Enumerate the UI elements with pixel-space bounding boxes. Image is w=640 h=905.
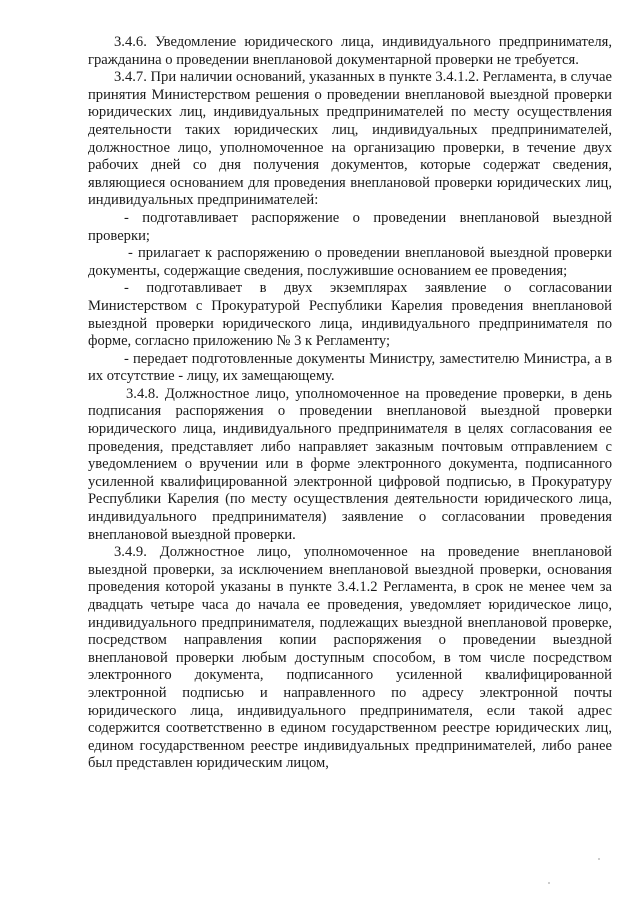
list-item-attach-documents: - прилагает к распоряжению о проведении внеплановой выездной проверки документы, содержащие сведения, послужившие основанием ее проведения;: [88, 245, 612, 279]
paragraph-3-4-6: 3.4.6. Уведомление юридического лица, индивидуального предпринимателя, гражданина о проведении внеплановой документарной проверки не требуется.: [88, 34, 612, 68]
paragraph-3-4-9: 3.4.9. Должностное лицо, уполномоченное на проведение внеплановой выездной проверки, за исключением внеплановой выездной проверки, основания проведения которой указаны в пункте 3.4.1.2 Регламента, в срок не менее чем за двадцать четыре часа до начала ее проведения, уведомляет юридическое лицо, индивидуального предпринимателя, подлежащих выездной внеплановой проверке, посредством направления копии распоряжения о проведении выездной внеплановой проверки любым доступным способом, в том числе посредством электронного документа, подписанного усиленной квалифицированной электронной подписью и направленного по адресу электронной почты юридического лица, индивидуального предпринимателя, если такой адрес содержится соответственно в едином государственном реестре юридических лиц, едином государственном реестре индивидуальных предпринимателей, либо ранее был представлен юридическим лицом,: [88, 544, 612, 772]
paragraph-3-4-8: 3.4.8. Должностное лицо, уполномоченное на проведение проверки, в день подписания распоряжения о проведении внеплановой выездной проверки юридического лица, индивидуального предпринимателя в целях согласования ее проведения, представляет либо направляет заказным почтовым отправлением с уведомлением о вручении или в форме электронного документа, подписанного усиленной квалифицированной электронной цифровой подписью, в Прокуратуру Республики Карелия (по месту осуществления деятельности юридического лица, индивидуального предпринимателя) заявление о согласовании проведения внеплановой выездной проверки.: [88, 385, 612, 543]
list-item-prepare-order: - подготавливает распоряжение о проведении внеплановой выездной проверки;: [88, 209, 612, 244]
list-item-transfer-documents: - передает подготовленные документы Министру, заместителю Министра, а в их отсутствие - лицу, их замещающему.: [88, 350, 612, 385]
list-item-prepare-application: - подготавливает в двух экземплярах заявление о согласовании Министерством с Прокуратурой Республики Карелия проведения внеплановой выездной проверки юридического лица, индивидуального предпринимателя по форме, согласно приложению № 3 к Регламенту;: [88, 280, 612, 350]
paragraph-3-4-7: 3.4.7. При наличии оснований, указанных в пункте 3.4.1.2. Регламента, в случае принятия Министерством решения о проведении внеплановой выездной проверки юридических лиц, индивидуальных предпринимателей по месту осуществления деятельности таких юридических лиц, индивидуальных предпринимателей, должностное лицо, уполномоченное на организацию проверки, в течение двух рабочих дней со дня получения документов, которые содержат сведения, являющиеся основанием для проведения внеплановой проверки юридических лиц, индивидуальных предпринимателей:: [88, 69, 612, 209]
scan-speck: [598, 858, 600, 860]
scan-speck: [548, 882, 550, 884]
document-body: [88, 34, 612, 773]
